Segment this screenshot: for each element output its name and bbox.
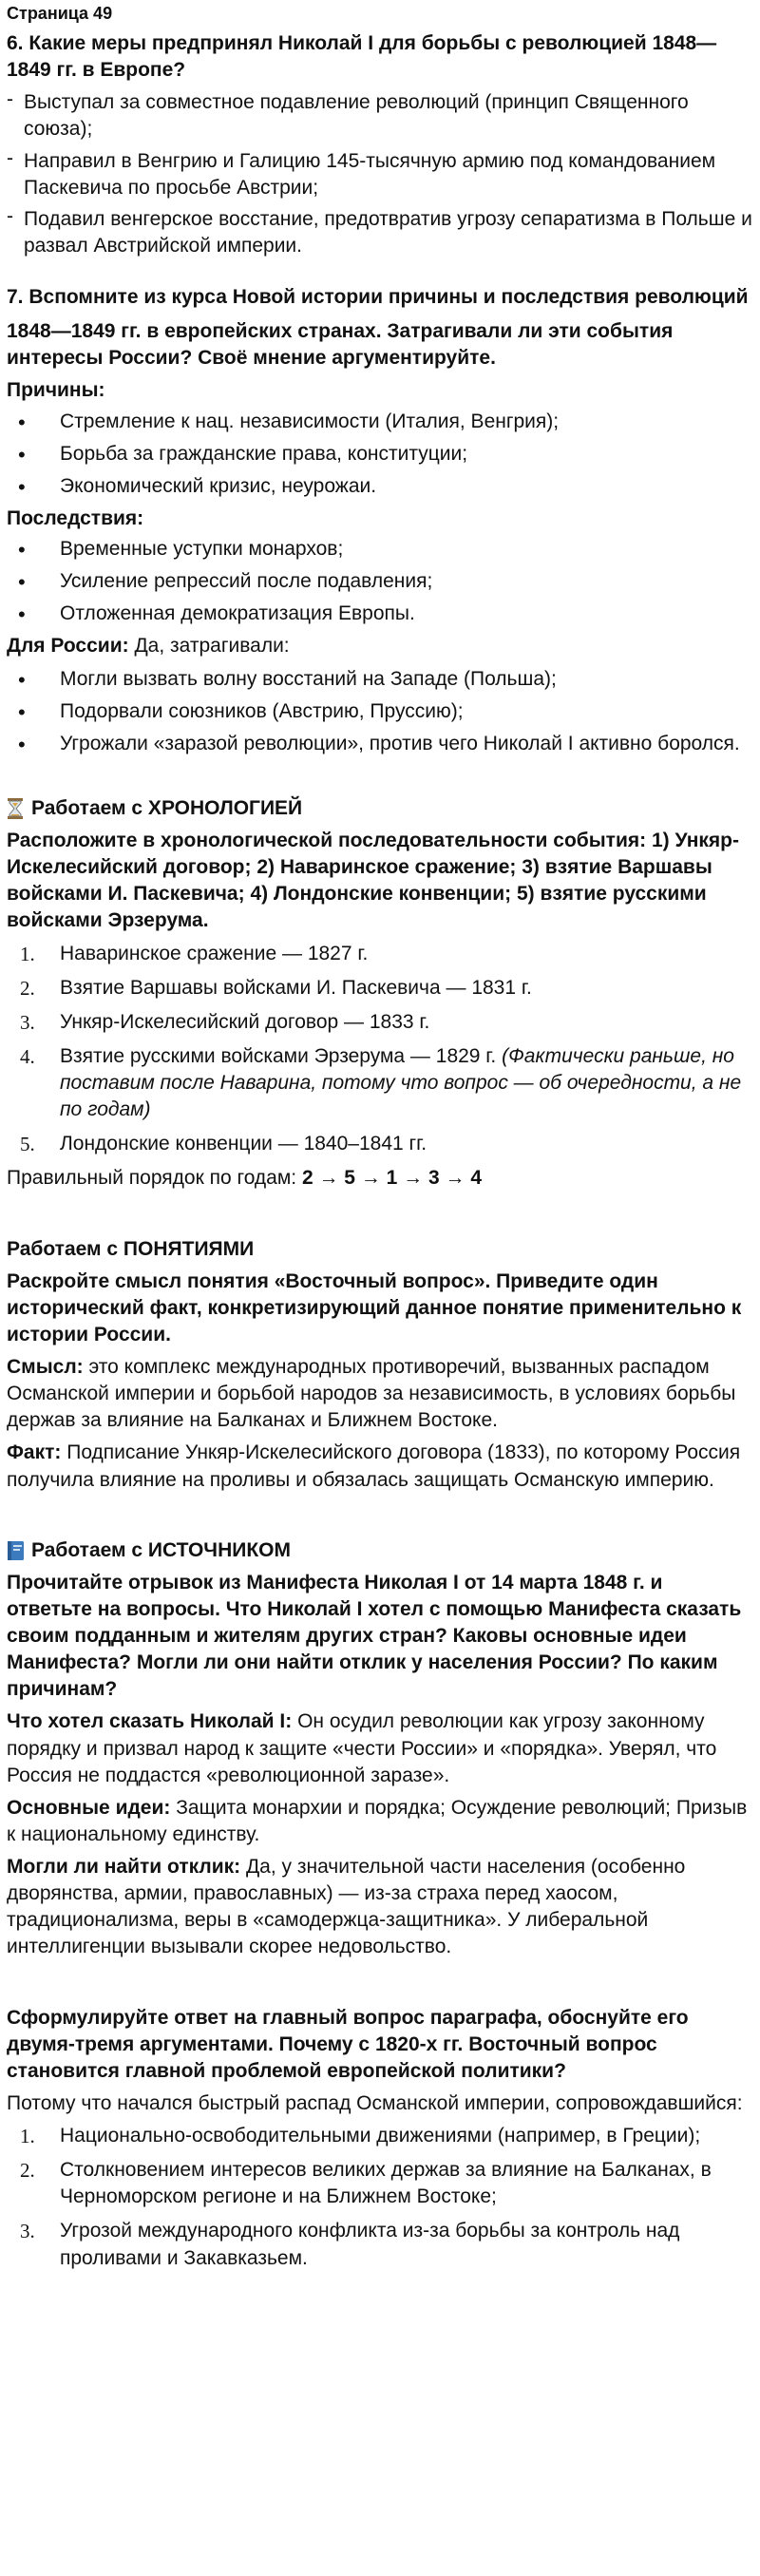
list-item: • Усиление репрессий после подавления; — [7, 568, 753, 595]
question-6-text: 6. Какие меры предпринял Николай I для борьбы с революцией 1848— 1849 гг. в Европе? — [7, 32, 717, 82]
item-text: Ункяр-Искелесийский договор — 1833 г. — [60, 1010, 430, 1033]
response-paragraph — [7, 1854, 753, 1961]
chronology-order — [7, 1165, 753, 1192]
chronology-heading — [7, 795, 753, 822]
item-text: Взятие Варшавы войсками И. Паскевича — 1831 г. — [60, 976, 532, 999]
list-item: • Отложенная демократизация Европы. — [7, 601, 753, 627]
fact-label: Факт: — [7, 1441, 62, 1464]
meaning-text: это комплекс международных противоречий, вызванных распадом Османской империи и борьбой народов за независимость, в условиях борьбы держав за влияние на Балканах и Ближнем Востоке. — [7, 1356, 736, 1432]
list-item: - Выступал за совместное подавление революций (принцип Священного союза); — [7, 89, 753, 143]
question-7-text-line2: 1848—1849 гг. в европейских странах. Затрагивали ли эти события интересы России? Своё мнение аргументируйте. — [7, 320, 674, 370]
order-label: Правильный порядок по годам: — [7, 1167, 302, 1190]
main-question-block — [7, 2005, 753, 2272]
item-text: Наваринское сражение — 1827 г. — [60, 942, 369, 964]
item-text: Столкновением интересов великих держав за влияние на Балканах, в Черноморском регионе и на Ближнем Востоке; — [60, 2159, 712, 2208]
list-item — [7, 2218, 753, 2271]
list-item: • Угрожали «заразой революции», против чего Николай I активно боролся. — [7, 731, 753, 757]
russia-line — [7, 633, 753, 659]
list-item — [7, 941, 753, 967]
effects-list — [7, 536, 753, 627]
book-icon — [7, 1540, 26, 1561]
item-number: 4. — [20, 1044, 35, 1068]
concepts-heading: Работаем с ПОНЯТИЯМИ — [7, 1237, 255, 1260]
list-item: • Стремление к нац. независимости (Италия, Венгрия); — [7, 409, 753, 435]
list-item — [7, 2157, 753, 2210]
list-item: • Экономический кризис, неурожаи. — [7, 473, 753, 500]
order-value: 2 → 5 → 1 → 3 → 4 — [301, 1167, 483, 1190]
list-item: • Могли вызвать волну восстаний на Западе (Польша); — [7, 666, 753, 693]
causes-list — [7, 409, 753, 500]
source-block — [7, 1537, 753, 1961]
chronology-block — [7, 795, 753, 1193]
response-text: Да, у значительной части населения (особенно дворянства, армии, православных) — из-за страха перед хаосом, традиционализма, веры в «самодержца-защитника». У либеральной интеллигенции вызывали скорее недовольство. — [7, 1856, 686, 1958]
main-question-task: Сформулируйте ответ на главный вопрос параграфа, обоснуйте его двумя-тремя аргументами. Почему с 1820-х гг. Восточный вопрос становится главной проблемой европейской политики? — [7, 2006, 689, 2082]
ideas-text: Защита монархии и порядка; Осуждение революций; Призыв к национальному единству. — [7, 1796, 748, 1845]
list-item: - Подавил венгерское восстание, предотвратив угрозу сепаратизма в Польше и развал Австрийской империи. — [7, 206, 753, 259]
concepts-task: Раскройте смысл понятия «Восточный вопрос». Приведите один исторический факт, конкретизирующий данное понятие применительно к истории России. — [7, 1269, 742, 1345]
ideas-paragraph — [7, 1795, 753, 1848]
concepts-block — [7, 1236, 753, 1494]
meaning-paragraph — [7, 1354, 753, 1434]
causes-label: Причины: — [7, 379, 105, 402]
item-number: 3. — [20, 1010, 35, 1034]
response-label: Могли ли найти отклик: — [7, 1856, 241, 1879]
list-item: • Подорвали союзников (Австрию, Пруссию); — [7, 698, 753, 725]
what-text: Он осудил революции как угрозу законному порядку и призвал народ к защите «чести России» и «порядка». Уверял, что Россия не поддастся «революционной заразе». — [7, 1710, 717, 1786]
list-item — [7, 975, 753, 1002]
ideas-label: Основные идеи: — [7, 1796, 171, 1819]
list-item — [7, 1043, 753, 1123]
fact-text: Подписание Ункяр-Искелесийского договора (1833), по которому Россия получила влияние на проливы и обязалась защищать Османскую империю. — [7, 1441, 741, 1491]
list-item: • Борьба за гражданские права, конституции; — [7, 441, 753, 467]
main-question-list — [7, 2123, 753, 2272]
list-item — [7, 1131, 753, 1157]
russia-label: Для России: — [7, 635, 129, 658]
chronology-heading-text: Работаем с ХРОНОЛОГИЕЙ — [31, 796, 303, 819]
item-number: 2. — [20, 2159, 35, 2183]
chronology-task: Расположите в хронологической последовательности события: 1) Ункяр-Искелесийский договор; 2) Наваринское сражение; 3) взятие Варшавы войсками И. Паскевича; 4) Лондонские конвенции; 5) взятие русскими войсками Эрзерума. — [7, 830, 739, 932]
source-task: Прочитайте отрывок из Манифеста Николая I от 14 марта 1848 г. и ответьте на вопросы. Что Николай I хотел с помощью Манифеста сказать своим подданным и жителям других стран? Каковы основные идеи Манифеста? Могли ли они найти отклик у населения России? По каким причинам? — [7, 1571, 742, 1701]
list-item: • Временные уступки монархов; — [7, 536, 753, 563]
what-paragraph — [7, 1708, 753, 1788]
source-heading — [7, 1537, 753, 1564]
item-number: 3. — [20, 2220, 35, 2243]
question-6-block — [7, 30, 753, 259]
main-question-intro: Потому что начался быстрый распад Османской империи, сопровождавшийся: — [7, 2091, 743, 2114]
chronology-list — [7, 941, 753, 1158]
question-6-answer-list — [7, 89, 753, 259]
item-number: 1. — [20, 942, 35, 965]
item-number: 1. — [20, 2125, 35, 2148]
item-number: 2. — [20, 976, 35, 1000]
fact-paragraph — [7, 1440, 753, 1493]
item-text: Угрозой международного конфликта из-за борьбы за контроль над проливами и Закавказьем. — [60, 2220, 680, 2269]
list-item — [7, 1009, 753, 1036]
russia-list — [7, 666, 753, 757]
item-number: 5. — [20, 1133, 35, 1156]
item-text: Лондонские конвенции — 1840–1841 гг. — [60, 1133, 428, 1155]
source-heading-text: Работаем с ИСТОЧНИКОМ — [31, 1538, 291, 1561]
page-label: Страница 49 — [7, 4, 113, 23]
effects-label: Последствия: — [7, 506, 144, 529]
list-item: - Направил в Венгрию и Галицию 145-тысячную армию под командованием Паскевича по просьбе Австрии; — [7, 148, 753, 201]
meaning-label: Смысл: — [7, 1356, 84, 1379]
russia-text: Да, затрагивали: — [128, 635, 290, 658]
question-7-text-line1: 7. Вспомните из курса Новой истории причины и последствия революций — [7, 286, 749, 309]
item-text: Национально-освободительными движениями (например, в Греции); — [60, 2125, 701, 2147]
what-label: Что хотел сказать Николай I: — [7, 1710, 293, 1733]
item-text: Взятие русскими войсками Эрзерума — 1829 г. — [60, 1044, 503, 1067]
question-7-block — [7, 284, 753, 757]
list-item — [7, 2123, 753, 2149]
item-note: (Фактически раньше, но поставим после Наварина, потому что вопрос — об очередности, а не по годам) — [60, 1044, 742, 1121]
hourglass-icon — [7, 798, 24, 819]
